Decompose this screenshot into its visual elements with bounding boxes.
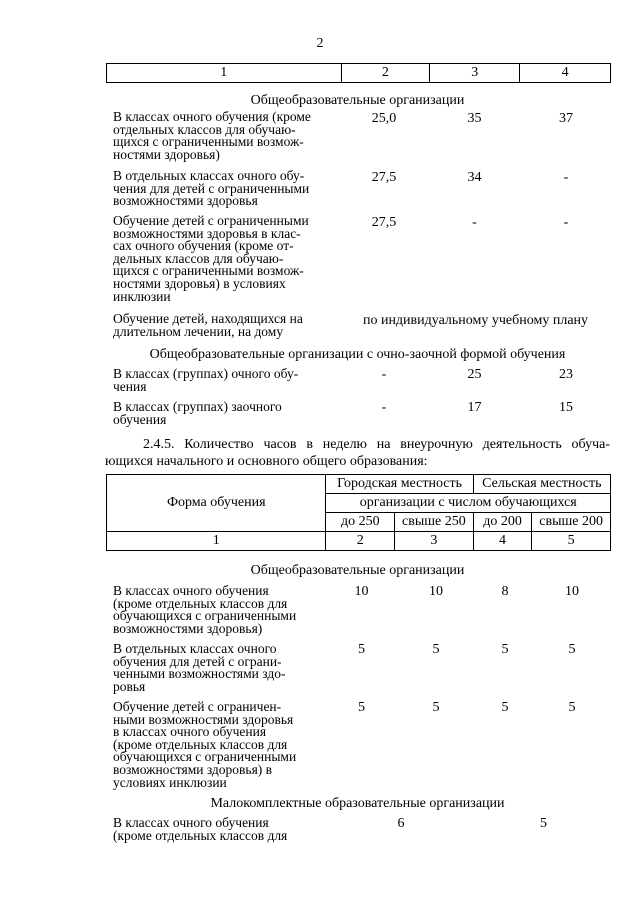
table1-col2-header: 2 (341, 64, 430, 83)
table1-row5-c2: - (381, 367, 387, 382)
table1-row1-label: В классах очного обучения (кроме отдельных классов для обучаю- щихся с ограниченными возмож- ностями здоровья) (113, 109, 311, 162)
table1-row6-c4: 15 (559, 400, 573, 415)
table2-row1-label: В классах очного обучения (кроме отдельных классов для обучающихся с ограниченными возможностями здоровья) (113, 583, 297, 636)
table2-row2-v1: 5 (358, 642, 365, 657)
table2-row1-v2: 10 (429, 584, 443, 599)
form-header: Форма обучения (107, 475, 326, 532)
table2-row3-v2: 5 (432, 700, 440, 715)
sub-header-1: до 250 (326, 513, 395, 532)
num-1: 1 (107, 532, 326, 551)
table1-row6-c2: - (381, 400, 387, 415)
table1-col3-header: 3 (430, 64, 520, 83)
table2-row3-v3: 5 (501, 700, 509, 715)
table1-row1-c3: 35 (467, 111, 482, 126)
table2-header (106, 474, 611, 551)
sub-header-3: до 200 (473, 513, 532, 532)
table1-row3-c4: - (563, 215, 569, 230)
sub-header-4: свыше 200 (532, 513, 611, 532)
table2-row2-label: В отдельных классах очного обучения для детей с ограни- ченными возможностями здо- ровья (113, 641, 286, 694)
num-2: 2 (326, 532, 395, 551)
num-3: 3 (395, 532, 474, 551)
table1-row2-label: В отдельных классах очного обу- чения для детей с ограниченными возможностями здоровья (113, 168, 310, 209)
table1-header (106, 63, 611, 83)
table1-row6-c3: 17 (467, 400, 482, 415)
table1-col1-header: 1 (107, 64, 342, 83)
sub-header-2: свыше 250 (395, 513, 474, 532)
num-5: 5 (532, 532, 611, 551)
table2-row2-v4: 5 (568, 642, 576, 657)
table1-row4-merged: по индивидуальному учебному плану (362, 313, 589, 328)
paragraph-line2: ющихся начального и основного общего образования: (105, 454, 428, 469)
page-number: 2 (316, 36, 324, 51)
table2-row4-urban: 6 (397, 816, 405, 831)
paragraph-2-4-5 (105, 436, 610, 470)
org-header: организации с числом обучающихся (326, 494, 611, 513)
table1-row3-c3: - (472, 215, 477, 230)
table1-row2-c2: 27,5 (371, 170, 397, 185)
table2-row3-v1: 5 (358, 700, 365, 715)
num-4: 4 (473, 532, 532, 551)
table1-section2-title: Общеобразовательные организации с очно-заочной формой обучения (149, 347, 566, 362)
table1-col4-header: 4 (520, 64, 611, 83)
table2-section-title: Общеобразовательные организации (250, 563, 465, 578)
table1-row1-c4: 37 (559, 111, 573, 126)
table1-row6-label: В классах (группах) заочного обучения (113, 399, 282, 427)
table1-row5-label: В классах (группах) очного обу- чения (113, 366, 299, 394)
table1-row5-c4: 23 (559, 367, 573, 382)
table2-row1-v4: 10 (565, 584, 579, 599)
table2-row4-label: В классах очного обучения (кроме отдельных классов для (113, 815, 288, 843)
table2-row3-v4: 5 (568, 700, 576, 715)
table2-row2-v2: 5 (432, 642, 440, 657)
table1-row5-c3: 25 (467, 367, 482, 382)
table2-row1-v3: 8 (501, 584, 509, 599)
paragraph-line1: 2.4.5. Количество часов в неделю на внеурочную деятельность обуча- (143, 437, 610, 452)
table1-row2-c4: - (563, 170, 569, 185)
table2-row1-v1: 10 (354, 584, 369, 599)
table1-row1-c2: 25,0 (371, 111, 397, 126)
table2-section2-title: Малокомплектные образовательные организации (210, 796, 505, 811)
table1-row2-c3: 34 (467, 170, 482, 185)
urban-header: Городская местность (326, 475, 473, 494)
rural-header: Сельская местность (473, 475, 610, 494)
table1-row3-c2: 27,5 (371, 215, 397, 230)
table2-row2-v3: 5 (501, 642, 509, 657)
table2-row3-label: Обучение детей с ограничен- ными возможностями здоровья в классах очного обучения (кроме отдельных классов для обучающихся с ограниченными возможностями здоровья) в условиях инклюзии (113, 699, 297, 790)
table2-row4-rural: 5 (540, 816, 547, 831)
table1-row4-label: Обучение детей, находящихся на длительном лечении, на дому (113, 311, 303, 339)
table1-section-title: Общеобразовательные организации (250, 93, 465, 108)
table1-row3-label: Обучение детей с ограниченными возможностями здоровья в клас- сах очного обучения (кроме от- дельных классов для обучаю- щихся с ограниченными возмож- ностями здоровья) в условиях инклюзии (113, 213, 309, 304)
